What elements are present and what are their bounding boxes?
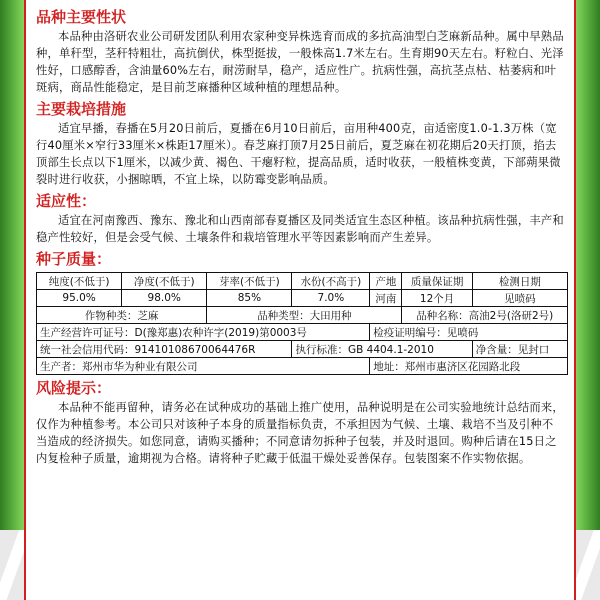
table-header-cell: 质量保证期 [402,273,472,290]
table-header-cell: 产地 [370,273,402,290]
table-header-cell: 纯度(不低于) [37,273,122,290]
quarantine-cell: 检疫证明编号：见喷码 [370,324,568,341]
producer-cell: 生产者：郑州市华为种业有限公司 [37,358,370,375]
table-cell: 95.0% [37,290,122,307]
adaptability-paragraph: 适宜在河南豫西、豫东、豫北和山西南部春夏播区及同类适宜生态区种植。该品种抗病性强，丰产和稳产性较好，但是会受气候、土壤条件和栽培管理水平等因素影响而产生差异。 [36,214,564,244]
risk-heading: 风险提示： [36,379,112,397]
content-panel [24,0,576,600]
table-row [37,307,568,324]
table-row [37,273,568,290]
table-row [37,324,568,341]
table-header-cell: 净度(不低于) [122,273,207,290]
adaptability-heading: 适应性： [36,192,97,210]
cultivation-heading: 主要栽培措施 [36,100,127,118]
table-row [37,341,568,358]
seed-quality-table [36,272,568,375]
table-row [37,358,568,375]
net-weight-cell: 净含量：见封口 [472,341,567,358]
table-cell: 98.0% [122,290,207,307]
table-header-cell: 检测日期 [472,273,567,290]
seed-quality-heading: 种子质量： [36,250,112,268]
traits-heading: 品种主要性状 [36,8,127,26]
table-row [37,290,568,307]
variety-name-cell: 品种名称：高油2号(洛研2号) [402,307,568,324]
table-header-cell: 水份(不高于) [292,273,370,290]
crop-type-cell: 作物种类：芝麻 [37,307,207,324]
address-cell: 地址：郑州市惠济区花园路北段 [370,358,568,375]
license-cell: 生产经营许可证号：D(豫郑惠)农种许字(2019)第0003号 [37,324,370,341]
table-cell: 见喷码 [472,290,567,307]
traits-paragraph: 本品种由洛研农业公司研发团队利用农家种变异株选育而成的多抗高油型白芝麻新品种。属中早熟品种，单秆型，茎秆特粗壮，高抗倒伏，株型挺拔，一般株高1.7米左右。生育期90天左右。籽粒白、光泽性好，口感醇香，含油量60%左右，耐涝耐旱，稳产，适应性广。抗病性强，高抗茎点枯、枯萎病和叶斑病，商品性能稳定，是目前芝麻播种区域种植的理想品种。 [36,30,564,94]
cultivation-paragraph: 适宜早播，春播在5月20日前后，夏播在6月10日前后，亩用种400克，亩适密度1.0-1.3万株（宽行40厘米×窄行33厘米×株距17厘米）。春芝麻打顶7月25日前后，夏芝麻在初花期后20天打顶，掐去顶部生长点以下1厘米，以减少黄、褐色、干瘪籽粒，提高品质，适时收获，一般植株变黄，下部蒴果微裂时进行收获，小捆晾晒，不宜上垛，以防霉变影响品质。 [36,122,561,186]
table-cell: 85% [207,290,292,307]
standard-cell: 执行标准：GB 4404.1-2010 [292,341,472,358]
risk-paragraph: 本品种不能再留种，请务必在试种成功的基础上推广使用，品种说明是在公司实验地统计总结而来，仅作为种植参考。本公司只对该种子本身的质量指标负责，不承担因为气候、土壤、栽培不当及引种不当造成的经济损失。如您同意，请购买播种；不同意请勿拆种子包装，并及时退回。购种后请在15日之内复检种子质量，逾期视为合格。请将种子贮藏于低温干燥处妥善保存。包装图案不作实物依据。 [36,401,564,465]
table-cell: 12个月 [402,290,472,307]
table-cell: 河南 [370,290,402,307]
table-header-cell: 芽率(不低于) [207,273,292,290]
credit-code-cell: 统一社会信用代码：91410108670064476R [37,341,292,358]
seed-type-cell: 品种类型：大田用种 [207,307,402,324]
table-cell: 7.0% [292,290,370,307]
